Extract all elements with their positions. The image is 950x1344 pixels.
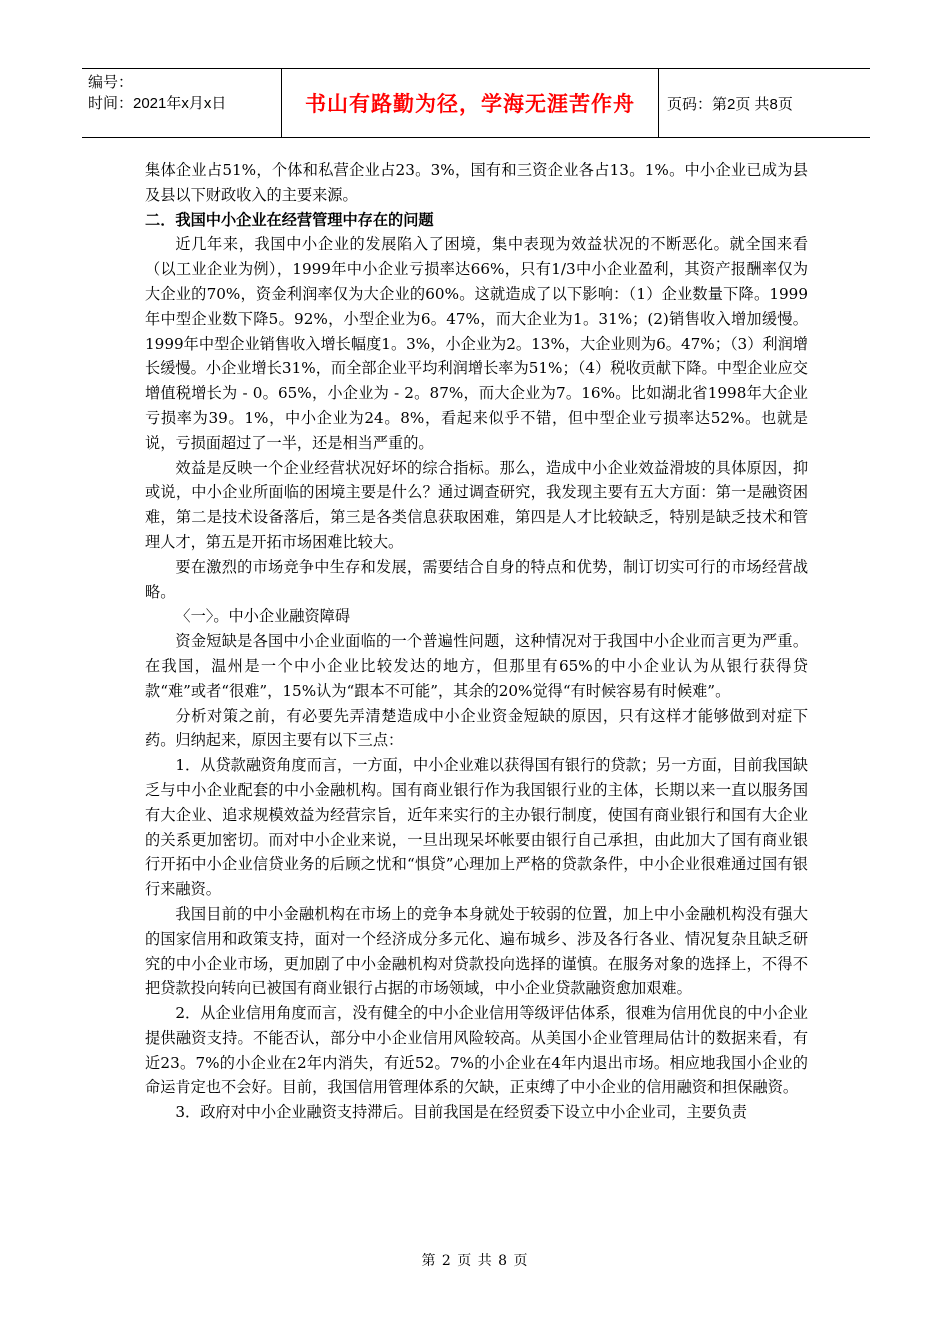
paragraph: 效益是反映一个企业经营状况好坏的综合指标。那么，造成中小企业效益滑坡的具体原因，抑或说，中小企业所面临的困境主要是什么？通过调查研究，我发现主要有五大方面：第一是融资困难，第二是技术设备落后，第三是各类信息获取困难，第四是人才比较缺乏，特别是缺乏技术和管理人才，第五是开拓市场困难比较大。 (145, 458, 808, 551)
subsection-heading: 〈一〉。中小企业融资障碍 (175, 607, 351, 626)
header-meta (82, 69, 282, 137)
time-label: 时间：2021年x月x日 (88, 95, 227, 112)
paragraph: 我国目前的中小金融机构在市场上的竞争本身就处于较弱的位置，加上中小金融机构没有强大的国家信用和政策支持，面对一个经济成分多元化、遍布城乡、涉及各行各业、情况复杂且缺乏研究的中小企业市场，更加剧了中小金融机构对贷款投向选择的谨慎。在服务对象的选择上，不得不把贷款投向转向已被国有商业银行占据的市场领域，中小企业贷款融资愈加艰难。 (145, 904, 808, 998)
document-body (145, 158, 808, 1125)
paragraph: 分析对策之前，有必要先弄清楚造成中小企业资金短缺的原因，只有这样才能够做到对症下药。归纳起来，原因主要有以下三点： (145, 706, 808, 750)
paragraph: 要在激烈的市场竞争中生存和发展，需要结合自身的特点和优势，制订切实可行的市场经营战略。 (145, 557, 808, 601)
paragraph: 资金短缺是各国中小企业面临的一个普遍性问题，这种情况对于我国中小企业而言更为严重。在我国，温州是一个中小企业比较发达的地方，但那里有65%的中小企业认为从银行获得贷款“难”或者“很难”，15%认为“跟本不可能”，其余的20%觉得“有时候容易有时候难”。 (145, 632, 808, 700)
paragraph: 3．政府对中小企业融资支持滞后。目前我国是在经贸委下设立中小企业司，主要负责 (175, 1103, 747, 1122)
paragraph: 1．从贷款融资角度而言，一方面，中小企业难以获得国有银行的贷款；另一方面，目前我国缺乏与中小企业配套的中小金融机构。国有商业银行作为我国银行业的主体，长期以来一直以服务国有大企业、追求规模效益为经营宗旨，近年来实行的主办银行制度，使国有商业银行和国有大企业的关系更加密切。而对中小企业来说，一旦出现呆坏帐要由银行自己承担，由此加大了国有商业银行开拓中小企业信贷业务的后顾之忧和“惧贷”心理加上严格的贷款条件，中小企业很难通过国有银行来融资。 (145, 756, 808, 899)
number-label: 编号： (88, 74, 134, 91)
header-page-label: 页码：第2页 共8页 (667, 95, 793, 113)
paragraph: 近几年来，我国中小企业的发展陷入了困境，集中表现为效益状况的不断恶化。就全国来看（以工业企业为例），1999年中小企业亏损率达66%，只有1/3中小企业盈利，其资产报酬率仅为大企业的70%，资金利润率仅为大企业的60%。这就造成了以下影响：（1）企业数量下降。1999年中型企业数下降5。92%，小型企业为6。47%，而大企业为1。31%；(2)销售收入增加缓慢。1999年中型企业销售收入增长幅度1。3%，小企业为2。13%，大企业则为6。47%；（3）利润增长缓慢。小企业增长31%，而全部企业平均利润增长率为51%；（4）税收贡献下降。中型企业应交增值税增长为 - 0。65%，小企业为 - 2。87%，而大企业为7。16%。比如湖北省1998年大企业亏损率为39。1%，中小企业为24。8%，看起来似乎不错，但中型企业亏损率达52%。也就是说，亏损面超过了一半，还是相当严重的。 (145, 235, 808, 452)
page-footer: 第 2 页 共 8 页 (421, 1253, 529, 1269)
header-motto: 书山有路勤为径，学海无涯苦作舟 (282, 69, 659, 137)
paragraph: 2．从企业信用角度而言，没有健全的中小企业信用等级评估体系，很难为信用优良的中小企业提供融资支持。不能否认，部分中小企业信用风险较高。从美国小企业管理局估计的数据来看，有近23。7%的小企业在2年内消失，有近52。7%的小企业在4年内退出市场。相应地我国小企业的命运肯定也不会好。目前，我国信用管理体系的欠缺，正束缚了中小企业的信用融资和担保融资。 (145, 1004, 808, 1097)
page-header (82, 68, 870, 138)
section-heading: 二．我国中小企业在经营管理中存在的问题 (145, 210, 434, 229)
paragraph: 集体企业占51%，个体和私营企业占23。3%，国有和三资企业各占13。1%。中小企业已成为县及县以下财政收入的主要来源。 (145, 161, 808, 204)
